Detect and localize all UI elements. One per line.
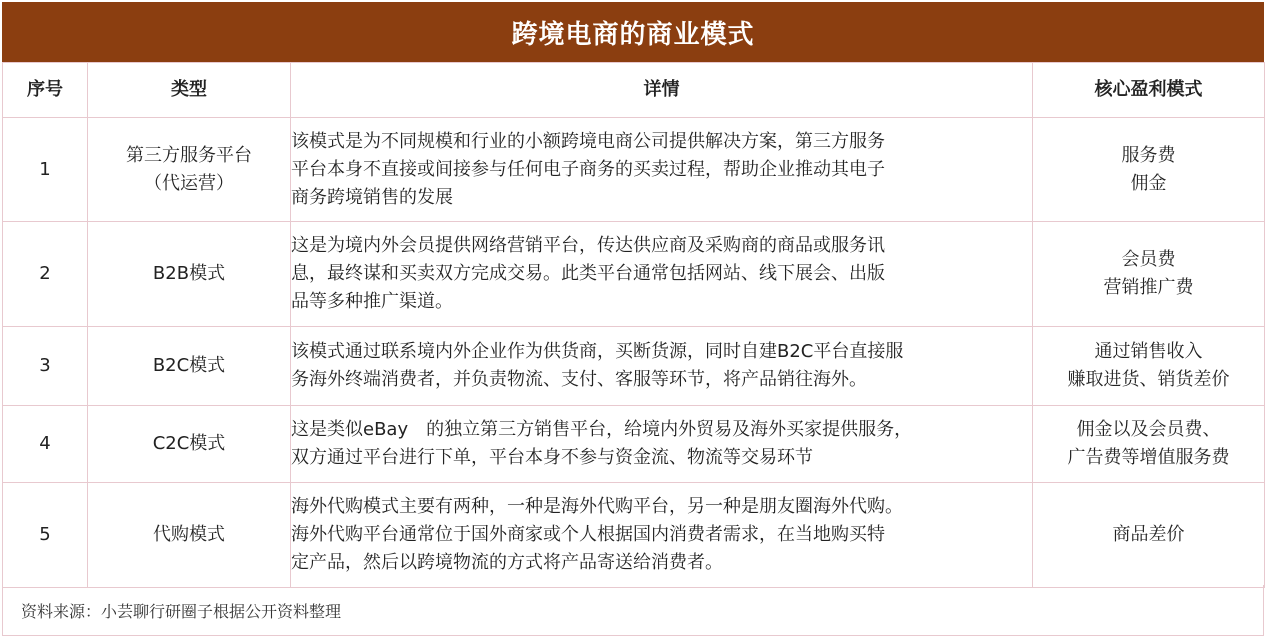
row-no: 3: [3, 327, 88, 406]
header-row: [3, 63, 1265, 118]
header-profit: 核心盈利模式: [1033, 63, 1265, 118]
profit-line: 服务费: [1121, 144, 1176, 166]
profit-line: 营销推广费: [1103, 277, 1194, 298]
row-no: 5: [3, 483, 88, 588]
detail-line: 定产品，然后以跨境物流的方式将产品寄送给消费者。: [291, 552, 723, 573]
business-model-table: [2, 62, 1265, 588]
row-type: [88, 406, 291, 483]
row-type: [88, 118, 291, 222]
header-detail: 详情: [291, 63, 1033, 118]
type-line: B2C模式: [152, 355, 226, 376]
row-type: [88, 222, 291, 327]
profit-line: 广告费等增值服务费: [1067, 447, 1230, 468]
detail-line: 商务跨境销售的发展: [291, 186, 453, 208]
type-line: 第三方服务平台: [126, 144, 252, 166]
table-row: [3, 406, 1265, 483]
row-profit: [1033, 406, 1265, 483]
row-no: 4: [3, 406, 88, 483]
source-note: 资料来源：小芸聊行研圈子根据公开资料整理: [2, 585, 1264, 636]
detail-line: 双方通过平台进行下单，平台本身不参与资金流、物流等交易环节: [291, 447, 813, 468]
profit-line: 会员费: [1121, 249, 1176, 270]
type-line: B2B模式: [152, 263, 226, 284]
profit-line: 通过销售收入: [1094, 341, 1203, 362]
row-detail: [291, 118, 1033, 222]
header-type: 类型: [88, 63, 291, 118]
table-row: [3, 222, 1265, 327]
detail-line: 息，最终谋和买卖双方完成交易。此类平台通常包括网站、线下展会、出版: [291, 263, 885, 284]
detail-line: 这是类似eBay 的独立第三方销售平台，给境内外贸易及海外买家提供服务，: [291, 419, 913, 440]
detail-line: 品等多种推广渠道。: [291, 291, 453, 312]
type-line: 代购模式: [153, 524, 225, 545]
detail-line: 平台本身不直接或间接参与任何电子商务的买卖过程，帮助企业推动其电子: [291, 158, 885, 180]
profit-line: 赚取进货、销货差价: [1067, 369, 1230, 390]
row-detail: [291, 483, 1033, 588]
row-no: 2: [3, 222, 88, 327]
row-detail: [291, 406, 1033, 483]
row-detail: [291, 222, 1033, 327]
detail-line: 务海外终端消费者，并负责物流、支付、客服等环节，将产品销往海外。: [291, 369, 867, 390]
profit-line: 佣金以及会员费、: [1076, 419, 1221, 440]
detail-line: 这是为境内外会员提供网络营销平台，传达供应商及采购商的商品或服务讯: [291, 235, 885, 256]
table-row: [3, 327, 1265, 406]
row-detail: [291, 327, 1033, 406]
detail-line: 海外代购平台通常位于国外商家或个人根据国内消费者需求，在当地购买特: [291, 524, 885, 545]
header-no: 序号: [3, 63, 88, 118]
table-title: 跨境电商的商业模式: [2, 2, 1264, 62]
table-row: [3, 118, 1265, 222]
profit-line: 佣金: [1130, 172, 1167, 194]
row-no: 1: [3, 118, 88, 222]
row-profit: [1033, 222, 1265, 327]
type-line: （代运营）: [144, 172, 234, 194]
detail-line: 该模式是为不同规模和行业的小额跨境电商公司提供解决方案，第三方服务: [291, 130, 885, 152]
type-line: C2C模式: [152, 433, 226, 454]
row-type: [88, 483, 291, 588]
table-row: [3, 483, 1265, 588]
row-profit: [1033, 327, 1265, 406]
row-type: [88, 327, 291, 406]
detail-line: 海外代购模式主要有两种，一种是海外代购平台，另一种是朋友圈海外代购。: [291, 496, 903, 517]
detail-line: 该模式通过联系境内外企业作为供货商，买断货源，同时自建B2C平台直接服: [291, 341, 904, 362]
row-profit: [1033, 118, 1265, 222]
profit-line: 商品差价: [1112, 524, 1185, 545]
row-profit: [1033, 483, 1265, 588]
